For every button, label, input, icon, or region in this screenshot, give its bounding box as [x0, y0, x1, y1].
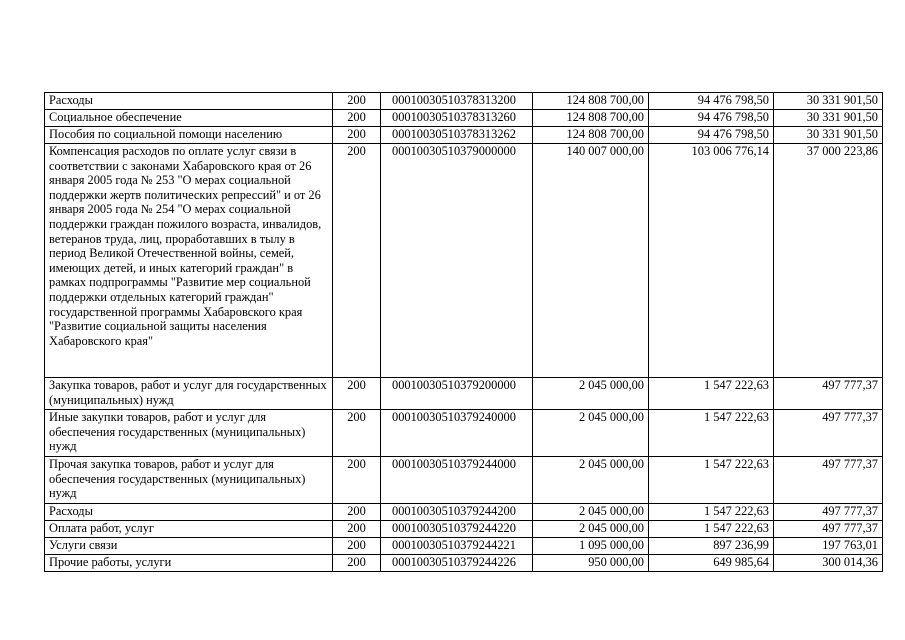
row-classification-code: 00010030510379244220	[381, 521, 533, 538]
row-classification-code: 00010030510379244000	[381, 457, 533, 504]
row-code: 200	[333, 457, 381, 504]
row-name: Закупка товаров, работ и услуг для государственных (муниципальных) нужд	[45, 378, 333, 410]
row-approved-amount: 124 808 700,00	[533, 127, 649, 144]
row-executed-amount: 94 476 798,50	[649, 127, 774, 144]
row-code: 200	[333, 410, 381, 457]
row-classification-code: 00010030510379244200	[381, 504, 533, 521]
row-name: Расходы	[45, 504, 333, 521]
row-approved-amount: 140 007 000,00	[533, 144, 649, 378]
row-name: Социальное обеспечение	[45, 110, 333, 127]
table-row	[45, 378, 883, 410]
row-approved-amount: 1 095 000,00	[533, 538, 649, 555]
row-executed-amount: 94 476 798,50	[649, 93, 774, 110]
row-approved-amount: 2 045 000,00	[533, 410, 649, 457]
row-executed-amount: 1 547 222,63	[649, 521, 774, 538]
row-classification-code: 00010030510379244226	[381, 555, 533, 572]
row-unexecuted-amount: 497 777,37	[774, 521, 883, 538]
row-classification-code: 00010030510378313260	[381, 110, 533, 127]
row-name: Пособия по социальной помощи населению	[45, 127, 333, 144]
row-unexecuted-amount: 30 331 901,50	[774, 127, 883, 144]
row-classification-code: 00010030510379000000	[381, 144, 533, 378]
row-classification-code: 00010030510379240000	[381, 410, 533, 457]
table-row	[45, 127, 883, 144]
row-name: Иные закупки товаров, работ и услуг для обеспечения государственных (муниципальных) нужд	[45, 410, 333, 457]
row-name: Прочие работы, услуги	[45, 555, 333, 572]
row-name: Компенсация расходов по оплате услуг связи в соответствии с законами Хабаровского края от 26 января 2005 года № 253 "О мерах социальной поддержки жертв политических репрессий" и от 26 января 2005 года № 254 "О мерах социальной поддержки граждан пожилого возраста, инвалидов, ветеранов труда, лиц, проработавших в тылу в период Великой Отечественной войны, семей, имеющих детей, и иных категорий граждан" в рамках подпрограммы "Развитие мер социальной поддержки отдельных категорий граждан" государственной программы Хабаровского края "Развитие социальной защиты населения Хабаровского края"	[45, 144, 333, 378]
row-unexecuted-amount: 30 331 901,50	[774, 110, 883, 127]
table-row	[45, 410, 883, 457]
table-row	[45, 504, 883, 521]
row-code: 200	[333, 144, 381, 378]
row-unexecuted-amount: 497 777,37	[774, 378, 883, 410]
row-name: Прочая закупка товаров, работ и услуг для обеспечения государственных (муниципальных) нужд	[45, 457, 333, 504]
row-code: 200	[333, 538, 381, 555]
row-name: Услуги связи	[45, 538, 333, 555]
row-approved-amount: 2 045 000,00	[533, 457, 649, 504]
row-name: Расходы	[45, 93, 333, 110]
row-executed-amount: 1 547 222,63	[649, 378, 774, 410]
row-approved-amount: 124 808 700,00	[533, 110, 649, 127]
table-row	[45, 538, 883, 555]
row-name: Оплата работ, услуг	[45, 521, 333, 538]
row-executed-amount: 94 476 798,50	[649, 110, 774, 127]
row-unexecuted-amount: 37 000 223,86	[774, 144, 883, 378]
row-executed-amount: 1 547 222,63	[649, 504, 774, 521]
row-classification-code: 00010030510378313262	[381, 127, 533, 144]
row-code: 200	[333, 504, 381, 521]
row-code: 200	[333, 378, 381, 410]
row-code: 200	[333, 110, 381, 127]
table-row	[45, 144, 883, 378]
table-row	[45, 555, 883, 572]
row-unexecuted-amount: 497 777,37	[774, 504, 883, 521]
row-classification-code: 00010030510379244221	[381, 538, 533, 555]
table-row	[45, 521, 883, 538]
row-unexecuted-amount: 30 331 901,50	[774, 93, 883, 110]
row-approved-amount: 2 045 000,00	[533, 378, 649, 410]
row-code: 200	[333, 127, 381, 144]
row-executed-amount: 649 985,64	[649, 555, 774, 572]
row-code: 200	[333, 521, 381, 538]
budget-report-page	[44, 92, 883, 572]
row-classification-code: 00010030510378313200	[381, 93, 533, 110]
row-unexecuted-amount: 497 777,37	[774, 410, 883, 457]
row-executed-amount: 103 006 776,14	[649, 144, 774, 378]
row-executed-amount: 897 236,99	[649, 538, 774, 555]
row-code: 200	[333, 93, 381, 110]
row-code: 200	[333, 555, 381, 572]
row-approved-amount: 2 045 000,00	[533, 521, 649, 538]
row-classification-code: 00010030510379200000	[381, 378, 533, 410]
row-approved-amount: 124 808 700,00	[533, 93, 649, 110]
table-row	[45, 93, 883, 110]
table-row	[45, 110, 883, 127]
row-unexecuted-amount: 197 763,01	[774, 538, 883, 555]
row-executed-amount: 1 547 222,63	[649, 457, 774, 504]
table-row	[45, 457, 883, 504]
row-approved-amount: 950 000,00	[533, 555, 649, 572]
budget-execution-table	[44, 92, 883, 572]
row-executed-amount: 1 547 222,63	[649, 410, 774, 457]
row-approved-amount: 2 045 000,00	[533, 504, 649, 521]
row-unexecuted-amount: 300 014,36	[774, 555, 883, 572]
row-unexecuted-amount: 497 777,37	[774, 457, 883, 504]
